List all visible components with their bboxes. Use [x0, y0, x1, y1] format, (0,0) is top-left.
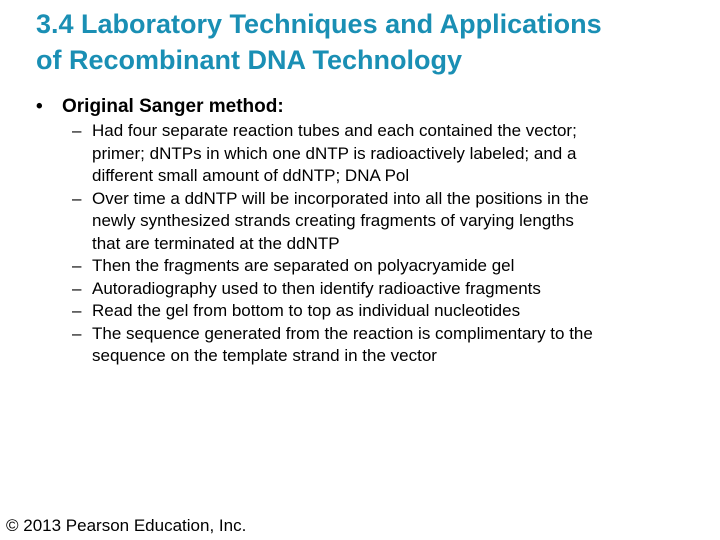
sub-bullet-item	[72, 120, 712, 188]
dash-marker: –	[72, 323, 82, 343]
sub-bullet-line: newly synthesized strands creating fragments of varying lengths	[92, 211, 574, 230]
sub-bullet-item	[72, 255, 712, 278]
sub-bullet-list	[72, 120, 712, 368]
main-bullet	[36, 94, 284, 120]
slide-title-line-2: of Recombinant DNA Technology	[36, 45, 463, 75]
sub-bullet-line: primer; dNTPs in which one dNTP is radioactively labeled; and a	[92, 143, 577, 163]
sub-bullet-item	[72, 323, 712, 368]
sub-bullet-line: Read the gel from bottom to top as individual nucleotides	[92, 301, 521, 320]
slide-title-line-1: 3.4 Laboratory Techniques and Applications	[36, 9, 602, 39]
sub-bullet-line: The sequence generated from the reaction is complimentary to the	[92, 323, 593, 343]
sub-bullet-item	[72, 188, 712, 256]
dash-marker: –	[72, 278, 82, 298]
sub-bullet-item	[72, 278, 712, 301]
bullet-marker: •	[36, 96, 43, 117]
sub-bullet-item	[72, 300, 712, 323]
sub-bullet-line: Over time a ddNTP will be incorporated into all the positions in the	[92, 188, 589, 208]
sub-bullet-line: sequence on the template strand in the vector	[92, 346, 437, 365]
sub-bullet-line: Then the fragments are separated on polyacryamide gel	[92, 256, 515, 275]
copyright-footer: © 2013 Pearson Education, Inc.	[6, 516, 247, 535]
dash-marker: –	[72, 301, 82, 320]
dash-marker: –	[72, 256, 82, 275]
sub-bullet-line: that are terminated at the ddNTP	[92, 233, 340, 253]
sub-bullet-line: different small amount of ddNTP; DNA Pol	[92, 166, 410, 185]
main-bullet-text: Original Sanger method:	[62, 96, 284, 117]
dash-marker: –	[72, 121, 82, 140]
sub-bullet-line: Autoradiography used to then identify radioactive fragments	[92, 278, 541, 298]
sub-bullet-line: Had four separate reaction tubes and each contained the vector;	[92, 121, 577, 140]
dash-marker: –	[72, 188, 82, 208]
slide-title	[36, 6, 716, 78]
